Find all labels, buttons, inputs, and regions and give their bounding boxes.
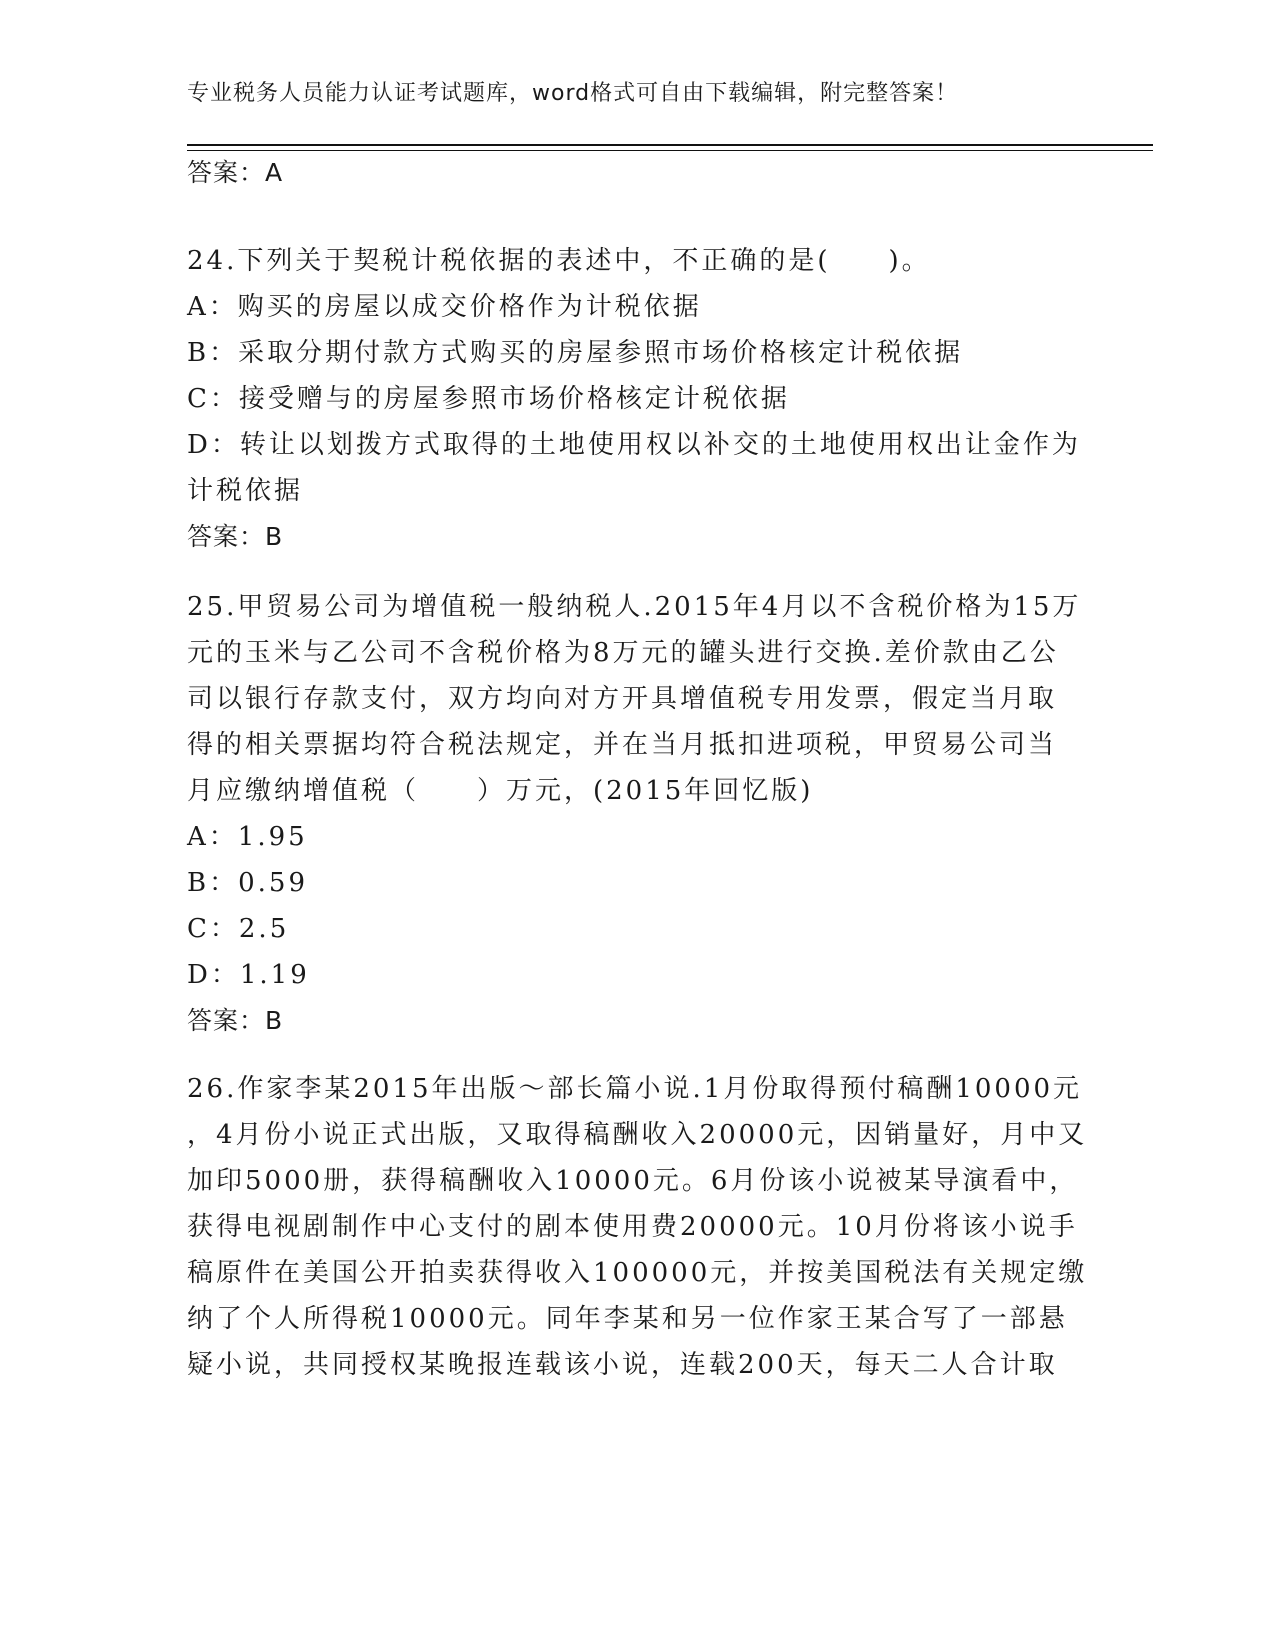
option-b: B：采取分期付款方式购买的房屋参照市场价格核定计税依据	[187, 338, 964, 368]
question-stem-line: 获得电视剧制作中心支付的剧本使用费20000元。10月份将该小说手	[187, 1212, 1078, 1242]
option-c: C：2.5	[187, 914, 290, 944]
question-24	[187, 238, 1087, 560]
question-stem-line: 疑小说，共同授权某晚报连载该小说，连载200天，每天二人合计取	[187, 1350, 1058, 1380]
question-stem-line: 纳了个人所得税10000元。同年李某和另一位作家王某合写了一部悬	[187, 1304, 1068, 1334]
option-d: D：转让以划拨方式取得的土地使用权以补交的土地使用权出让金作为	[187, 430, 1081, 460]
option-d-continued: 计税依据	[187, 476, 304, 506]
answer-block-23	[187, 150, 1087, 196]
question-stem-line: ，4月份小说正式出版，又取得稿酬收入20000元，因销量好，月中又	[187, 1120, 1088, 1150]
question-stem-line: 元的玉米与乙公司不含税价格为8万元的罐头进行交换.差价款由乙公	[187, 638, 1059, 668]
question-stem-line: 25.甲贸易公司为增值税一般纳税人.2015年4月以不含税价格为15万	[187, 592, 1082, 622]
answer-label: 答案：B	[187, 1006, 284, 1035]
option-b: B：0.59	[187, 868, 308, 898]
question-stem-line: 稿原件在美国公开拍卖获得收入100000元，并按美国税法有关规定缴	[187, 1258, 1088, 1288]
option-a: A：1.95	[187, 822, 308, 852]
question-26	[187, 1066, 1087, 1388]
answer-label: 答案：B	[187, 522, 284, 551]
option-d: D：1.19	[187, 960, 310, 990]
question-stem-line: 加印5000册，获得稿酬收入10000元。6月份该小说被某导演看中，	[187, 1166, 1079, 1196]
option-c: C：接受赠与的房屋参照市场价格核定计税依据	[187, 384, 790, 414]
question-stem: 24.下列关于契税计税依据的表述中，不正确的是( )。	[187, 246, 931, 276]
question-stem-line: 司以银行存款支付，双方均向对方开具增值税专用发票，假定当月取	[187, 684, 1058, 714]
option-a: A：购买的房屋以成交价格作为计税依据	[187, 292, 702, 322]
question-stem-line: 月应缴纳增值税（ ）万元，(2015年回忆版)	[187, 776, 814, 806]
question-stem-line: 得的相关票据均符合税法规定，并在当月抵扣进项税，甲贸易公司当	[187, 730, 1058, 760]
answer-label: 答案：A	[187, 158, 284, 187]
header-rule	[187, 144, 1153, 146]
page-header: 专业税务人员能力认证考试题库，word格式可自由下载编辑，附完整答案！	[187, 81, 959, 106]
question-25	[187, 584, 1087, 1044]
question-stem-line: 26.作家李某2015年出版～部长篇小说.1月份取得预付稿酬10000元	[187, 1074, 1083, 1104]
